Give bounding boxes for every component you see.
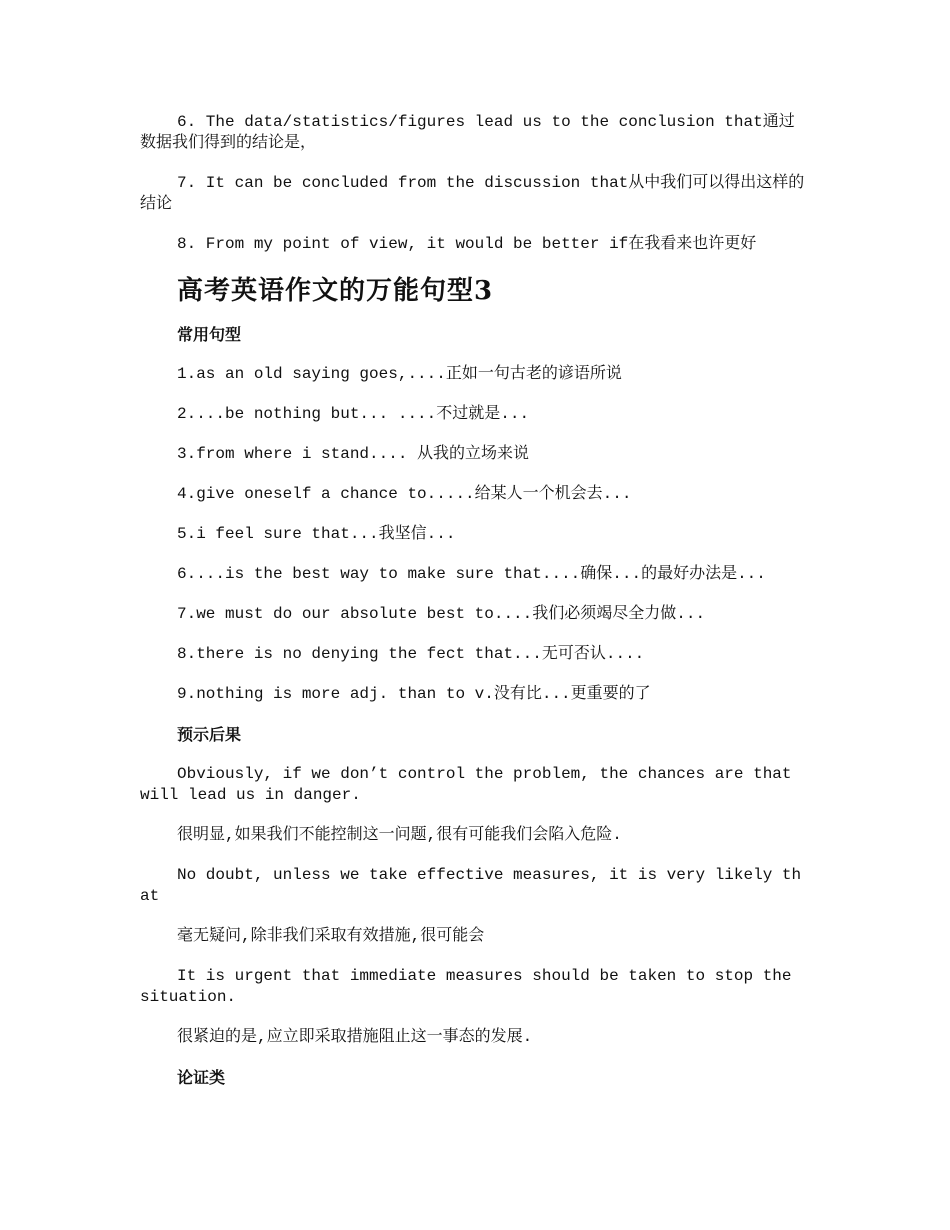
document-page	[140, 112, 810, 1107]
intro-item-7: 7. It can be concluded from the discussion that从中我们可以得出这样的结论	[140, 174, 805, 213]
section-title: 高考英语作文的万能句型3	[177, 276, 494, 306]
consequence-item-4: 毫无疑问,除非我们采取有效措施,很可能会	[177, 927, 485, 945]
consequence-item-1: Obviously, if we don’t control the problem, the chances are that will lead us in danger.	[140, 765, 792, 804]
common-item-2: 2....be nothing but... ....不过就是...	[177, 405, 530, 423]
common-sentences-heading: 常用句型	[177, 325, 242, 344]
intro-item-6: 6. The data/statistics/figures lead us to the conclusion that通过数据我们得到的结论是，	[140, 113, 795, 152]
consequence-item-5: It is urgent that immediate measures should be taken to stop the situation.	[140, 967, 792, 1006]
consequence-item-3: No doubt, unless we take effective measures, it is very likely that	[140, 866, 802, 905]
common-item-7: 7.we must do our absolute best to....我们必须竭尽全力做...	[177, 605, 706, 623]
consequence-item-2: 很明显,如果我们不能控制这一问题,很有可能我们会陷入危险.	[177, 826, 622, 844]
common-item-5: 5.i feel sure that...我坚信...	[177, 525, 456, 543]
consequence-heading: 预示后果	[177, 725, 242, 744]
common-item-4: 4.give oneself a chance to.....给某人一个机会去...	[177, 485, 632, 503]
argument-heading: 论证类	[177, 1068, 226, 1087]
common-item-6: 6....is the best way to make sure that....确保...的最好办法是...	[177, 565, 766, 583]
common-item-3: 3.from where i stand.... 从我的立场来说	[177, 445, 530, 463]
common-item-8: 8.there is no denying the fect that...无可否认....	[177, 645, 645, 663]
common-item-9: 9.nothing is more adj. than to v.没有比...更重要的了	[177, 685, 651, 703]
consequence-item-6: 很紧迫的是,应立即采取措施阻止这一事态的发展.	[177, 1028, 533, 1046]
intro-item-8: 8. From my point of view, it would be better if在我看来也许更好	[177, 235, 757, 253]
common-item-1: 1.as an old saying goes,....正如一句古老的谚语所说	[177, 365, 622, 383]
